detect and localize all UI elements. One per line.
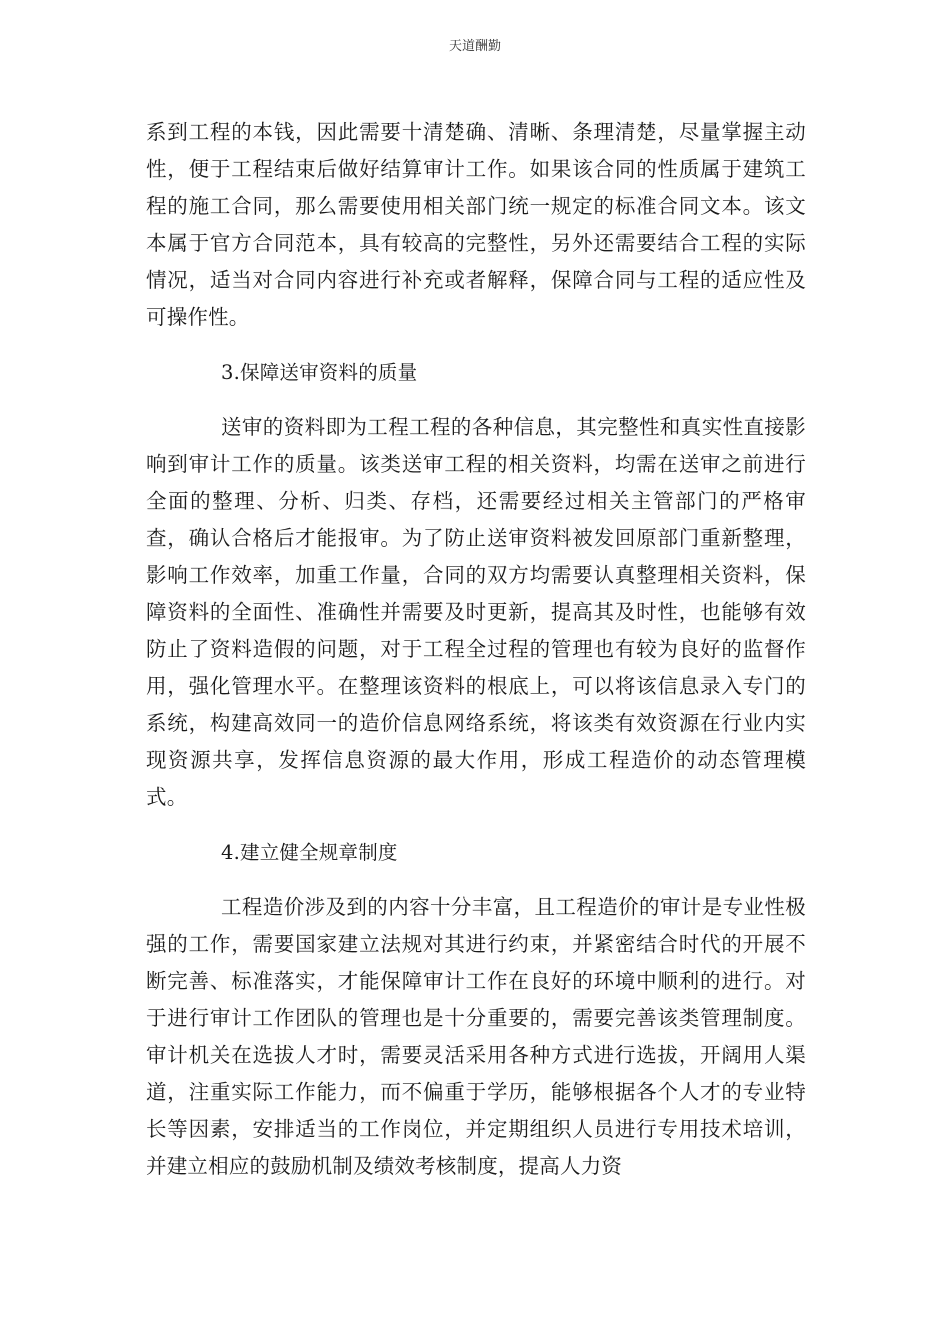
section-heading-3: 3.保障送审资料的质量 [221,361,418,384]
document-body [146,114,806,1185]
paragraph-contract-continuation: 系到工程的本钱，因此需要十清楚确、清晰、条理清楚，尽量掌握主动性，便于工程结束后做好结算审计工作。如果该合同的性质属于建筑工程的施工合同，那么需要使用相关部门统一规定的标准合同文本。该文本属于官方合同范本，具有较高的完整性，另外还需要结合工程的实际情况，适当对合同内容进行补充或者解释，保障合同与工程的适应性及可操作性。 [146,120,806,329]
paragraph-submission-materials: 送审的资料即为工程工程的各种信息，其完整性和真实性直接影响到审计工作的质量。该类送审工程的相关资料，均需在送审之前进行全面的整理、分析、归类、存档，还需要经过相关主管部门的严格审查，确认合格后才能报审。为了防止送审资料被发回原部门重新整理，影响工作效率，加重工作量，合同的双方均需要认真整理相关资料，保障资料的全面性、准确性并需要及时更新，提高其及时性，也能够有效防止了资料造假的问题，对于工程全过程的管理也有较为良好的监督作用，强化管理水平。在整理该资料的根底上，可以将该信息录入专门的系统，构建高效同一的造价信息网络系统，将该类有效资源在行业内实现资源共享，发挥信息资源的最大作用，形成工程造价的动态管理模式。 [146,415,806,809]
section-heading-4: 4.建立健全规章制度 [221,841,398,864]
paragraph-regulations: 工程造价涉及到的内容十分丰富，且工程造价的审计是专业性极强的工作，需要国家建立法规对其进行约束，并紧密结合时代的开展不断完善、标准落实，才能保障审计工作在良好的环境中顺利的进行。对于进行审计工作团队的管理也是十分重要的，需要完善该类管理制度。审计机关在选拔人才时，需要灵活采用各种方式进行选拔，开阔用人渠道，注重实际工作能力，而不偏重于学历，能够根据各个人才的专业特长等因素，安排适当的工作岗位，并定期组织人员进行专用技术培训，并建立相应的鼓励机制及绩效考核制度，提高人力资 [146,895,806,1178]
page-header: 天道酬勤 [448,39,501,54]
